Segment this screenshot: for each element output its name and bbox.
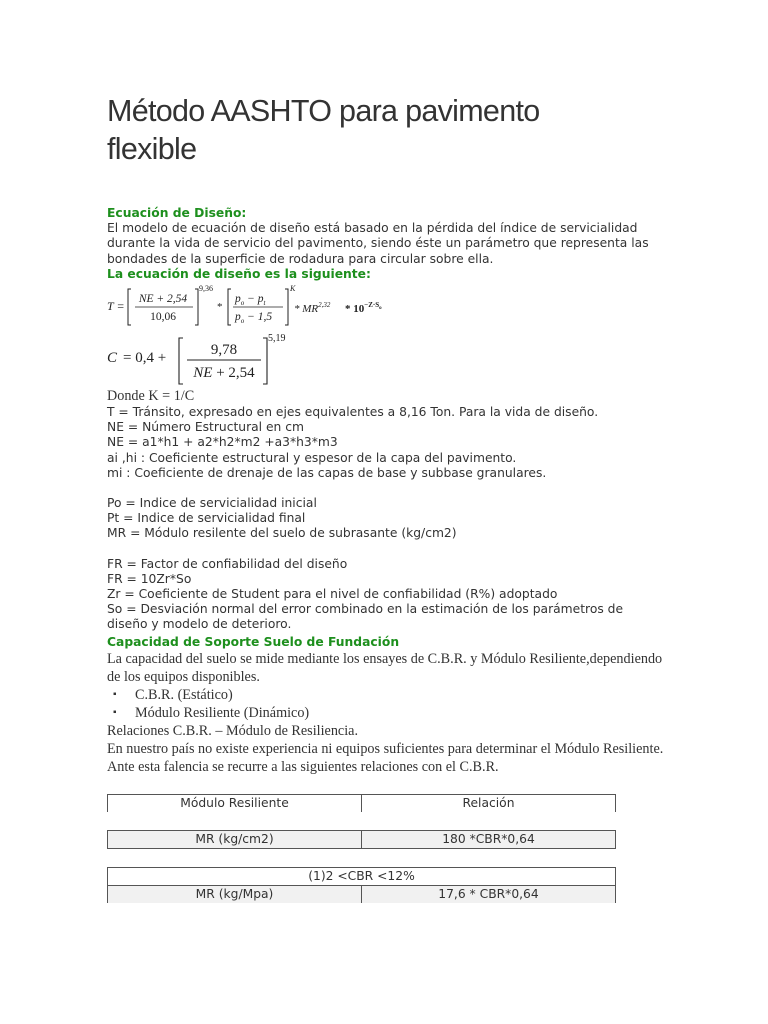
definition-line: ai ,hi : Coeficiente estructural y espesor de la capa del pavimento.: [107, 450, 517, 465]
frac1-denominator: 10,06: [150, 311, 176, 324]
definition-line: FR = 10Zr*So: [107, 571, 192, 586]
definition-line: NE = a1*h1 + a2*h2*m2 +a3*h3*m3: [107, 435, 338, 450]
bracket-right-1: [195, 289, 198, 325]
list-item-label: C.B.R. (Estático): [135, 686, 233, 703]
c-coefficient-formula: [107, 332, 307, 387]
definitions-block-c: [107, 557, 667, 633]
relation-table-kgcm2: [107, 830, 616, 849]
section-heading-ecuacion: Ecuación de Diseño:: [107, 206, 247, 220]
test-methods-list: [107, 686, 667, 722]
bracket-left-2: [228, 289, 231, 325]
table-row: [108, 794, 616, 812]
bracket-left-1: [128, 289, 131, 325]
subheading-ecuacion: La ecuación de diseño es la siguiente:: [107, 266, 371, 281]
frac2-numerator: $p_o - p_t$: [235, 293, 266, 308]
relaciones-line: Relaciones C.B.R. – Módulo de Resiliencia.: [107, 722, 359, 739]
paragraph-ecuacion: El modelo de ecuación de diseño está basado en la pérdida del índice de servicialidad durante la vida de servicio del pavimento, siendo éste un parámetro que representa las bondades de la superficie de rodadura para circular sobre ella.: [107, 221, 649, 266]
table-row: [108, 867, 616, 885]
spacer: [107, 481, 667, 496]
document-content: [107, 206, 667, 903]
definition-line: Po = Indice de servicialidad inicial: [107, 496, 317, 511]
times-sign: *: [217, 301, 223, 314]
table-range-cell: (1)2 <CBR <12%: [108, 867, 616, 885]
section-heading-capacidad: Capacidad de Soporte Suelo de Fundación: [107, 634, 400, 649]
bracket-right-2: [285, 289, 288, 325]
bracket-left-3: [179, 338, 183, 384]
mr-term: * MR$^{2,32}$: [294, 301, 331, 316]
bullet-marker: ▪: [113, 706, 117, 718]
frac2-denominator: $p_o - 1,5$: [235, 311, 273, 326]
exp2: K: [290, 284, 296, 294]
definition-line: mi : Coeficiente de drenaje de las capas de base y subbase granulares.: [107, 465, 547, 480]
list-item: [107, 686, 667, 704]
table-header-cell: Módulo Resiliente: [108, 794, 362, 812]
definition-line: So = Desviación normal del error combinado en la estimación de los parámetros de diseño y modelo de deterioro.: [107, 602, 624, 632]
table-row: [108, 830, 616, 848]
table-cell: MR (kg/cm2): [108, 830, 362, 848]
spacer: [107, 542, 667, 557]
definition-line: Pt = Indice de servicialidad final: [107, 511, 306, 526]
page-title: Método AASHTO para pavimento flexible: [107, 94, 540, 166]
definitions-block-a: [107, 405, 667, 481]
definition-line: NE = Número Estructural en cm: [107, 420, 304, 435]
exp1: 9,36: [199, 284, 213, 294]
formula2-denominator: NE + 2,54: [193, 365, 255, 382]
definition-line: MR = Módulo resilente del suelo de subrasante (kg/cm2): [107, 526, 457, 541]
paragraph-capacidad: La capacidad del suelo se mide mediante los ensayes de C.B.R. y Módulo Resiliente,dependiendo de los equipos disponibles.: [107, 650, 663, 685]
formula2-numerator: 9,78: [210, 342, 238, 359]
table-row: [108, 885, 616, 903]
ten-term: * $10^{-Z\cdot S}o$: [345, 301, 382, 316]
donde-line: Donde K = 1/C: [107, 388, 195, 405]
definition-line: Zr = Coeficiente de Student para el nivel de confiabilidad (R%) adoptado: [107, 587, 558, 602]
formula-lhs: T =: [107, 299, 125, 314]
design-equation-formula: [107, 283, 407, 329]
list-item-label: Módulo Resiliente (Dinámico): [135, 704, 310, 721]
frac1-numerator: NE + 2,54: [138, 293, 188, 306]
bullet-marker: ▪: [113, 688, 117, 700]
bracket-right-3: [263, 338, 267, 384]
list-item: [107, 704, 667, 722]
falencia-line: Ante esta falencia se recurre a las siguientes relaciones con el C.B.R.: [107, 758, 499, 775]
table-cell: 17,6 * CBR*0,64: [362, 885, 616, 903]
table-cell: MR (kg/Mpa): [108, 885, 362, 903]
table-cell: 180 *CBR*0,64: [362, 830, 616, 848]
definition-line: T = Tránsito, expresado en ejes equivalentes a 8,16 Ton. Para la vida de diseño.: [107, 405, 599, 420]
relation-table-range: [107, 867, 616, 903]
definitions-block-b: [107, 496, 667, 542]
definition-line: FR = Factor de confiabilidad del diseño: [107, 556, 348, 571]
table-header-cell: Relación: [362, 794, 616, 812]
formula2-exponent: 5,19: [268, 333, 286, 345]
pais-paragraph: En nuestro país no existe experiencia ni equipos suficientes para determinar el Módulo Resiliente.: [107, 740, 664, 757]
formula2-lhs: C: [107, 350, 118, 367]
relation-table-header: [107, 794, 616, 812]
formula2-lhs-text: = 0,4 +: [123, 350, 167, 367]
